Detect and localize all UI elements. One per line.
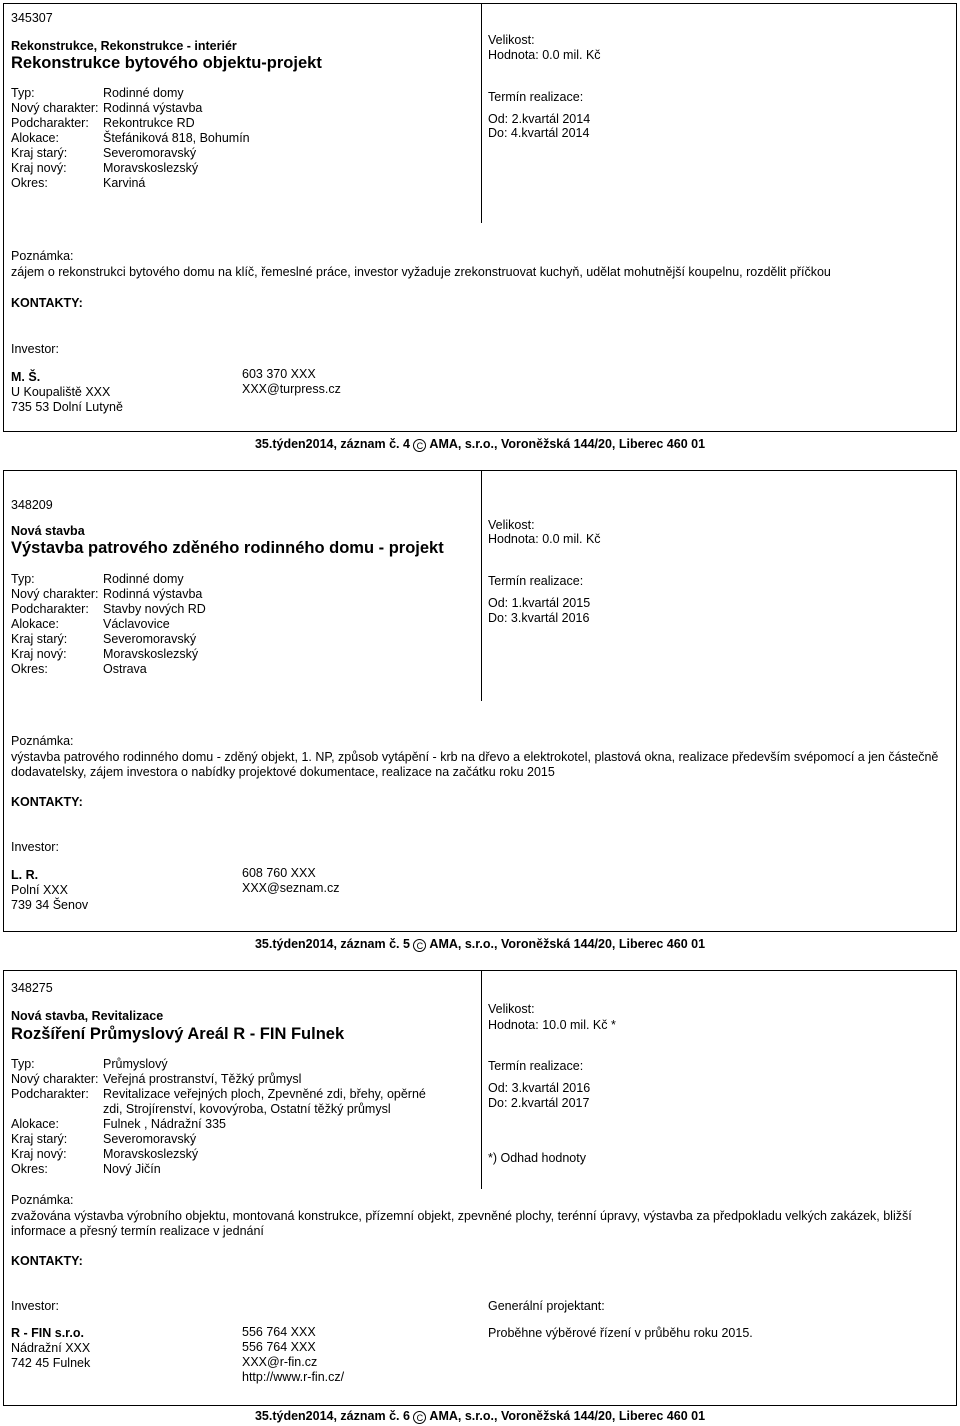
- record-title: Výstavba patrového zděného rodinného domu - projekt: [11, 539, 444, 557]
- attribute-row: [11, 1162, 426, 1177]
- attribute-list: [11, 572, 206, 677]
- attribute-value: Severomoravský: [103, 146, 197, 160]
- footer-week-record: 35.týden2014, záznam č. 6: [254, 1409, 410, 1423]
- footer-company: AMA, s.r.o., Voroněžská 144/20, Liberec 460 01: [429, 937, 706, 951]
- attribute-row: [11, 1057, 426, 1072]
- attribute-value: Štefániková 818, Bohumín: [103, 131, 250, 145]
- size-label: Velikost:: [488, 1002, 535, 1016]
- term-from: Od: 2.kvartál 2014: [488, 112, 591, 126]
- attribute-value: Nový Jičín: [103, 1162, 161, 1176]
- investor-name: L. R.: [11, 868, 39, 882]
- attribute-row: [11, 1132, 426, 1147]
- record-category: Nová stavba: [11, 524, 85, 538]
- attribute-value: Rodinné domy: [103, 86, 184, 100]
- phone-number: 608 760 XXX: [242, 866, 316, 880]
- attribute-value: Moravskoslezský: [103, 1147, 199, 1161]
- footer-company: AMA, s.r.o., Voroněžská 144/20, Liberec 460 01: [429, 437, 706, 451]
- attribute-value: Karviná: [103, 176, 146, 190]
- investor-address: Nádražní XXX: [11, 1341, 91, 1355]
- email-address: XXX@turpress.cz: [242, 382, 341, 396]
- attribute-row: [11, 632, 206, 647]
- note-text: zvažována výstavba výrobního objektu, montovaná konstrukce, přízemní objekt, zpevněné plochy, terénní úpravy, výstavba za předpokladu velkých zakázek, bližší informace a přesný termín realizace v jednání: [11, 1209, 912, 1238]
- record-category: Rekonstrukce, Rekonstrukce - interiér: [11, 39, 237, 53]
- attribute-row: [11, 1087, 426, 1102]
- attribute-row: [11, 602, 206, 617]
- attribute-row: [11, 86, 250, 101]
- attribute-label: Kraj starý:: [11, 1132, 68, 1146]
- record-id: 345307: [11, 11, 53, 25]
- record-card: [3, 470, 957, 932]
- email-address: XXX@seznam.cz: [242, 881, 340, 895]
- general-designer-label: Generální projektant:: [488, 1299, 605, 1313]
- attribute-value: Průmyslový: [103, 1057, 168, 1071]
- record-footer: [3, 437, 957, 452]
- record-title: Rekonstrukce bytového objektu-projekt: [11, 54, 322, 72]
- attribute-row: [11, 1102, 426, 1117]
- note-text: výstavba patrového rodinného domu - zděný objekt, 1. NP, způsob vytápění - krb na dřevo a elektrokotel, plastová okna, realizace především svépomocí a jen částečně dodavatelsky, zájem investora o nabídky projektové dokumentace, realizace na začátku roku 2015: [11, 750, 939, 779]
- attribute-label: [11, 1102, 103, 1117]
- footer-week-record: 35.týden2014, záznam č. 5: [254, 937, 410, 951]
- contacts-heading: KONTAKTY:: [11, 1254, 83, 1268]
- attribute-row: [11, 662, 206, 677]
- column-divider: [481, 4, 482, 223]
- investor-city: 739 34 Šenov: [11, 898, 89, 912]
- attribute-value: Severomoravský: [103, 632, 197, 646]
- attribute-row: [11, 101, 250, 116]
- investor-name: R - FIN s.r.o.: [11, 1326, 84, 1340]
- investor-label: Investor:: [11, 1299, 59, 1313]
- column-divider: [481, 971, 482, 1189]
- general-designer-text: Proběhne výběrové řízení v průběhu roku 2015.: [488, 1326, 753, 1340]
- record-card: [3, 970, 957, 1406]
- attribute-list: [11, 1057, 426, 1177]
- attribute-row: [11, 116, 250, 131]
- attribute-row: [11, 572, 206, 587]
- term-label: Termín realizace:: [488, 90, 584, 104]
- attribute-value: Veřejná prostranství, Těžký průmysl: [103, 1072, 302, 1086]
- copyright-icon: C: [413, 1411, 426, 1424]
- footer-week-record: 35.týden2014, záznam č. 4: [254, 437, 410, 451]
- investor-address: Polní XXX: [11, 883, 68, 897]
- attribute-value: Moravskoslezský: [103, 161, 199, 175]
- value-text: Hodnota: 0.0 mil. Kč: [488, 48, 601, 62]
- value-text: Hodnota: 0.0 mil. Kč: [488, 532, 601, 546]
- attribute-label: Nový charakter:: [11, 101, 99, 115]
- attribute-label: Okres:: [11, 1162, 48, 1176]
- attribute-label: Podcharakter:: [11, 116, 89, 130]
- attribute-label: Typ:: [11, 572, 35, 586]
- size-label: Velikost:: [488, 518, 535, 532]
- phone-number: 556 764 XXX: [242, 1325, 316, 1339]
- attribute-row: [11, 131, 250, 146]
- attribute-label: Okres:: [11, 176, 48, 190]
- copyright-icon: C: [413, 939, 426, 952]
- note-label: Poznámka:: [11, 734, 74, 748]
- value-text: Hodnota: 10.0 mil. Kč *: [488, 1018, 616, 1032]
- attribute-row: [11, 1072, 426, 1087]
- attribute-label: Alokace:: [11, 131, 59, 145]
- term-to: Do: 3.kvartál 2016: [488, 611, 590, 625]
- attribute-label: Kraj nový:: [11, 161, 67, 175]
- attribute-label: Nový charakter:: [11, 1072, 99, 1086]
- record-id: 348275: [11, 981, 53, 995]
- email-address: XXX@r-fin.cz: [242, 1355, 318, 1369]
- term-label: Termín realizace:: [488, 1059, 584, 1073]
- attribute-label: Podcharakter:: [11, 1087, 89, 1101]
- attribute-value: Severomoravský: [103, 1132, 197, 1146]
- footer-company: AMA, s.r.o., Voroněžská 144/20, Liberec 460 01: [429, 1409, 706, 1423]
- attribute-label: Podcharakter:: [11, 602, 89, 616]
- size-label: Velikost:: [488, 33, 535, 47]
- attribute-value: Václavovice: [103, 617, 170, 631]
- copyright-icon: C: [413, 439, 426, 452]
- attribute-row: [11, 161, 250, 176]
- attribute-value: Rodinná výstavba: [103, 587, 203, 601]
- attribute-value: Moravskoslezský: [103, 647, 199, 661]
- attribute-value: Rodinná výstavba: [103, 101, 203, 115]
- attribute-value: Revitalizace veřejných ploch, Zpevněné zdi, břehy, opěrné: [103, 1087, 426, 1101]
- attribute-value: Ostrava: [103, 662, 147, 676]
- attribute-label: Typ:: [11, 1057, 35, 1071]
- investor-city: 735 53 Dolní Lutyně: [11, 400, 123, 414]
- contacts-heading: KONTAKTY:: [11, 296, 83, 310]
- attribute-row: [11, 1147, 426, 1162]
- contacts-heading: KONTAKTY:: [11, 795, 83, 809]
- attribute-row: [11, 176, 250, 191]
- attribute-value: Stavby nových RD: [103, 602, 206, 616]
- attribute-label: Nový charakter:: [11, 587, 99, 601]
- record-title: Rozšíření Průmyslový Areál R - FIN Fulnek: [11, 1025, 345, 1043]
- phone-number-2: 556 764 XXX: [242, 1340, 316, 1354]
- column-divider: [481, 471, 482, 701]
- attribute-label: Alokace:: [11, 617, 59, 631]
- attribute-label: Kraj nový:: [11, 1147, 67, 1161]
- record-category: Nová stavba, Revitalizace: [11, 1009, 164, 1023]
- attribute-row: [11, 1117, 426, 1132]
- attribute-label: Kraj starý:: [11, 632, 68, 646]
- note-label: Poznámka:: [11, 1193, 74, 1207]
- attribute-label: Okres:: [11, 662, 48, 676]
- attribute-value: Rekontrukce RD: [103, 116, 195, 130]
- phone-number: 603 370 XXX: [242, 367, 316, 381]
- attribute-value: zdi, Strojírenství, kovovýroba, Ostatní těžký průmysl: [103, 1102, 391, 1116]
- term-from: Od: 3.kvartál 2016: [488, 1081, 591, 1095]
- attribute-row: [11, 587, 206, 602]
- attribute-value: Rodinné domy: [103, 572, 184, 586]
- record-card: [3, 3, 957, 432]
- attribute-label: Alokace:: [11, 1117, 59, 1131]
- investor-city: 742 45 Fulnek: [11, 1356, 91, 1370]
- estimate-note: *) Odhad hodnoty: [488, 1151, 586, 1165]
- term-to: Do: 4.kvartál 2014: [488, 126, 590, 140]
- record-footer: [3, 937, 957, 952]
- investor-address: U Koupaliště XXX: [11, 385, 111, 399]
- investor-label: Investor:: [11, 840, 59, 854]
- attribute-row: [11, 647, 206, 662]
- record-footer: [3, 1409, 957, 1424]
- term-label: Termín realizace:: [488, 574, 584, 588]
- attribute-list: [11, 86, 250, 191]
- investor-label: Investor:: [11, 342, 59, 356]
- investor-name: M. Š.: [11, 370, 41, 384]
- attribute-label: Typ:: [11, 86, 35, 100]
- attribute-value: Fulnek , Nádražní 335: [103, 1117, 226, 1131]
- attribute-label: Kraj nový:: [11, 647, 67, 661]
- term-to: Do: 2.kvartál 2017: [488, 1096, 590, 1110]
- note-text: zájem o rekonstrukci bytového domu na klíč, řemeslné práce, investor vyžaduje zrekonstruovat kuchyň, udělat mohutnější koupelnu, rozdělit příčkou: [11, 265, 831, 279]
- note-label: Poznámka:: [11, 249, 74, 263]
- attribute-row: [11, 617, 206, 632]
- attribute-row: [11, 146, 250, 161]
- term-from: Od: 1.kvartál 2015: [488, 596, 591, 610]
- attribute-label: Kraj starý:: [11, 146, 68, 160]
- record-id: 348209: [11, 498, 53, 512]
- website-link[interactable]: http://www.r-fin.cz/: [242, 1370, 345, 1384]
